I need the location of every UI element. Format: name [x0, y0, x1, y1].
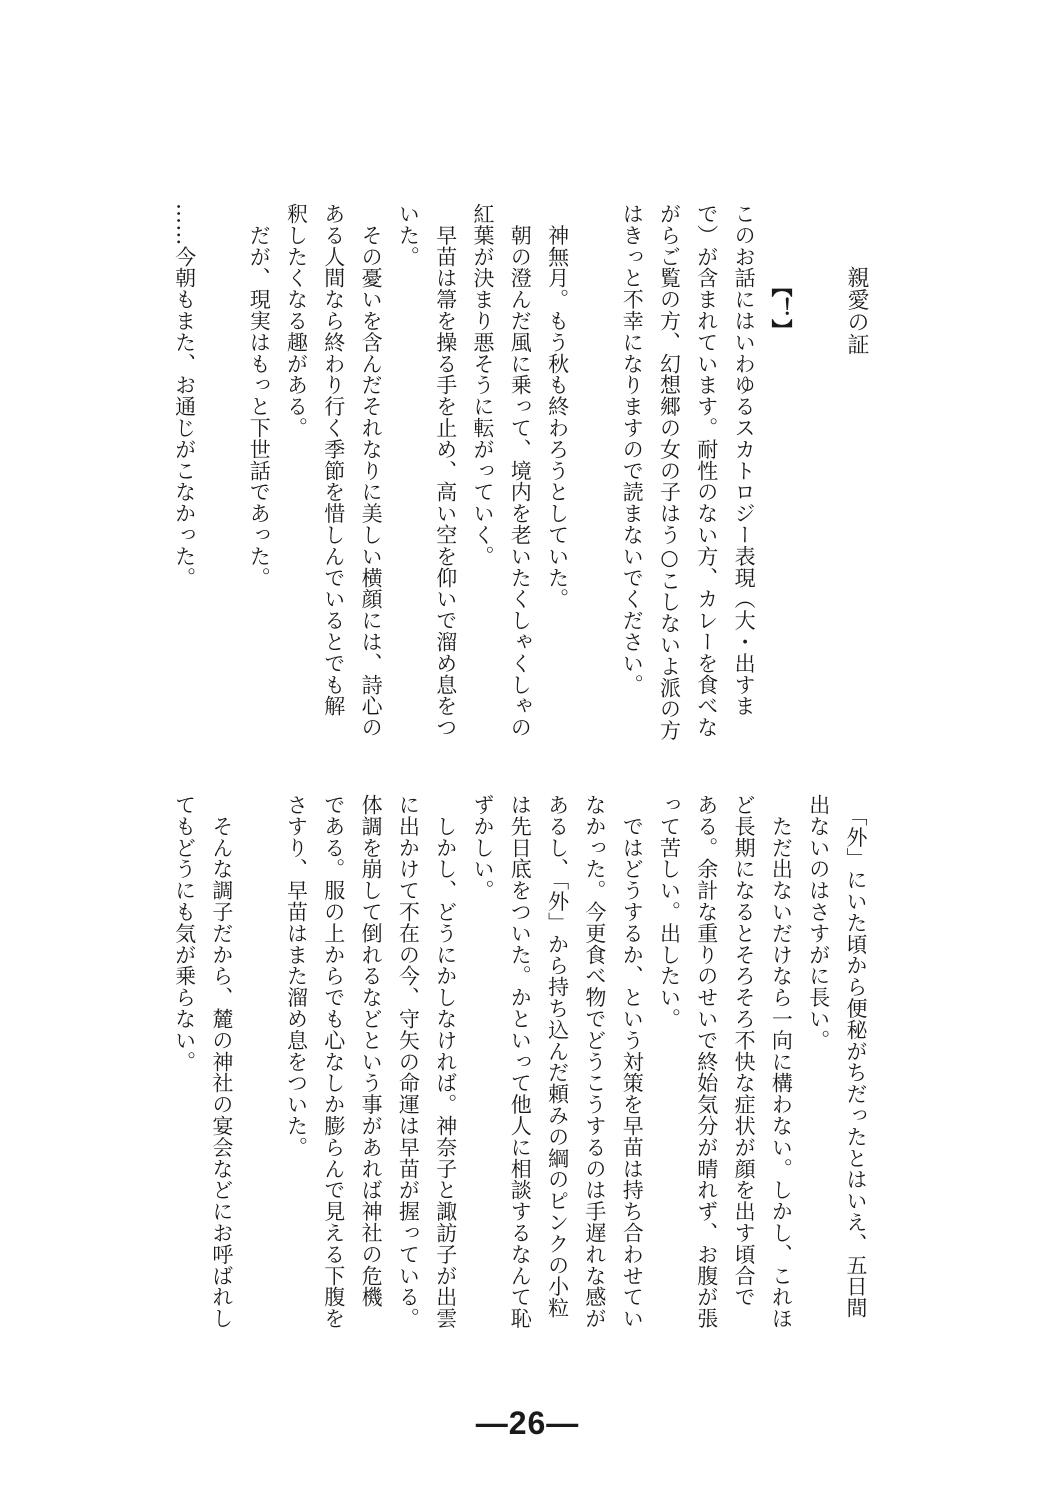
text-column: あるし、「外」から持ち込んだ頼みの綱のピンクの小粒 — [545, 794, 570, 1319]
warning-heading: 【！】 — [769, 276, 794, 341]
text-column: 出ないのはさすがに長い。 — [806, 794, 831, 1051]
text-column: 紅葉が決まり悪そうに転がっていく。 — [471, 203, 495, 567]
text-column: ただ出ないだけなら一向に構わない。しかし、これほ — [769, 794, 794, 1329]
text-column: だが、現実はもっと下世話であった。 — [247, 203, 272, 589]
text-column: はきっと不幸になりますので読まないでください。 — [620, 203, 645, 696]
text-column: さすり、早苗はまた溜め息をついた。 — [284, 794, 309, 1158]
text-column: である。服の上からでも心なしか膨らんで見える下腹を — [321, 794, 346, 1329]
text-column: てもどうにも気が乗らない。 — [172, 794, 197, 1073]
text-column: 釈したくなる趣がある。 — [284, 203, 309, 439]
text-column: ある人間なら終わり行く季節を惜しんでいるとでも解 — [321, 203, 346, 717]
text-column: なかった。今更食べ物でどうこうするのは手遅れな感が — [582, 794, 607, 1329]
text-column: がらご覧の方、幻想郷の女の子はう○こしないよ派の方 — [657, 203, 682, 741]
text-column: 神無月。もう秋も終わろうとしていた。 — [545, 203, 570, 610]
text-column: その憂いを含んだそれなりに美しい横顔には、詩心の — [359, 203, 384, 738]
text-column: 早苗は箒を操る手を止め、高い空を仰いで溜め息をつ — [433, 203, 458, 738]
text-column: ではどうするか、という対策を早苗は持ち合わせてい — [620, 794, 645, 1329]
text-column: このお話にはいわゆるスカトロジー表現（大・出すま — [732, 203, 757, 717]
text-column: いた。 — [396, 203, 421, 268]
text-column: は先日底をついた。かといって他人に相談するなんて恥 — [508, 794, 533, 1329]
text-column: しかし、どうにかしなければ。神奈子と諏訪子が出雲 — [433, 794, 458, 1329]
text-column: 「外」にいた頃から便秘がちだったとはいえ、五日間 — [844, 794, 868, 1319]
page-number: —26— — [475, 1405, 580, 1441]
text-column: 朝の澄んだ風に乗って、境内を老いたくしゃくしゃの — [508, 203, 533, 738]
text-column: ……今朝もまた、お通じがこなかった。 — [172, 203, 197, 589]
text-column: で）が含まれています。耐性のない方、カレーを食べな — [694, 203, 719, 738]
text-column: そんな調子だから、麓の神社の宴会などにお呼ばれし — [209, 794, 234, 1329]
text-column: 体調を崩して倒れるなどという事があれば神社の危機 — [359, 794, 384, 1308]
text-column: ずかしい。 — [471, 794, 495, 901]
story-title: 親愛の証 — [844, 266, 869, 356]
text-column: って苦しい。出したい。 — [657, 794, 682, 1030]
text-column: ど長期になるとそろそろ不快な症状が顔を出す頃合で — [732, 794, 757, 1308]
text-column: に出かけて不在の今、守矢の命運は早苗が握っている。 — [396, 794, 421, 1329]
text-column: ある。余計な重りのせいで終始気分が晴れず、お腹が張 — [694, 794, 719, 1329]
